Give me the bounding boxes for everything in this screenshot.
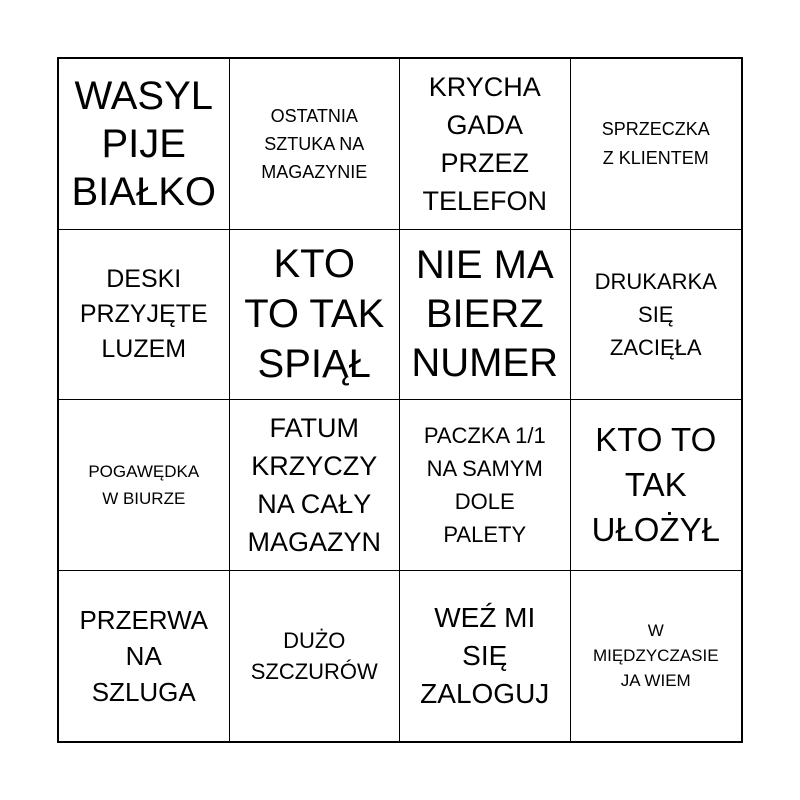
bingo-cell[interactable]: [571, 230, 742, 401]
bingo-cell[interactable]: [230, 59, 401, 230]
bingo-cell-label: DESKI PRZYJĘTE LUZEM: [79, 264, 208, 363]
bingo-cell-label: KTO TO TAK UŁOŻYŁ: [591, 421, 720, 549]
bingo-cell-label: KTO TO TAK SPIĄŁ: [244, 242, 385, 387]
bingo-cell-label: DUŻO SZCZURÓW: [250, 627, 378, 684]
bingo-cell-label: WASYL PIJE BIAŁKO: [71, 73, 216, 214]
bingo-cell[interactable]: [400, 400, 571, 571]
bingo-cell[interactable]: [571, 571, 742, 742]
bingo-cell-label: FATUM KRZYCZY NA CAŁY MAGAZYN: [247, 412, 381, 557]
bingo-cell[interactable]: [230, 571, 401, 742]
bingo-cell[interactable]: [230, 400, 401, 571]
bingo-cell-label: NIE MA BIERZ NUMER: [411, 242, 559, 385]
bingo-cell-label: WEŹ MI SIĘ ZALOGUJ: [420, 601, 550, 709]
bingo-cell-label: W MIĘDZYCZASIE JA WIEM: [592, 621, 719, 691]
bingo-cell[interactable]: [230, 230, 401, 401]
bingo-board: [57, 57, 743, 743]
bingo-cell-label: POGAWĘDKA W BIURZE: [88, 461, 200, 508]
bingo-cell[interactable]: [400, 571, 571, 742]
bingo-cell-label: PRZERWA NA SZLUGA: [79, 604, 209, 707]
bingo-cell[interactable]: [400, 230, 571, 401]
bingo-cell-label: PACZKA 1/1 NA SAMYM DOLE PALETY: [423, 422, 546, 547]
bingo-cell-label: OSTATNIA SZTUKA NA MAGAZYNIE: [261, 105, 368, 182]
bingo-cell[interactable]: [59, 400, 230, 571]
bingo-cell[interactable]: [59, 571, 230, 742]
bingo-cell[interactable]: [59, 59, 230, 230]
bingo-cell[interactable]: [571, 400, 742, 571]
bingo-cell[interactable]: [59, 230, 230, 401]
bingo-cell[interactable]: [400, 59, 571, 230]
bingo-cell-label: DRUKARKA SIĘ ZACIĘŁA: [594, 268, 717, 360]
bingo-cell-label: KRYCHA GADA PRZEZ TELEFON: [422, 71, 548, 216]
bingo-cell[interactable]: [571, 59, 742, 230]
bingo-cell-label: SPRZECZKA Z KLIENTEM: [601, 118, 710, 168]
